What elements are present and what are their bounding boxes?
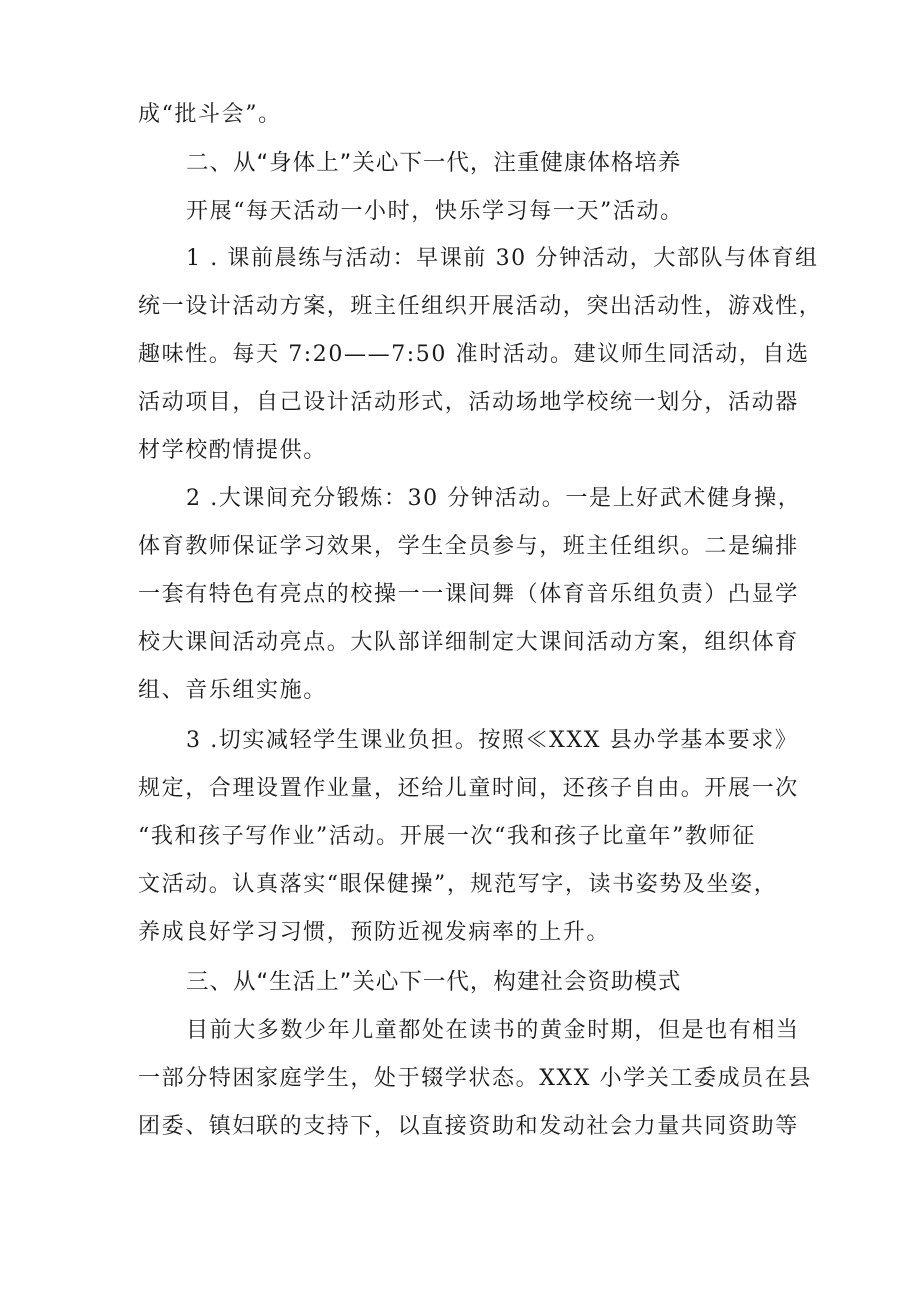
paragraph-line: 材学校酌情提供。 [138, 438, 327, 463]
paragraph-line: 规定，合理设置作业量，还给儿童时间，还孩子自由。开展一次 [138, 776, 799, 801]
paragraph-line: 组、音乐组实施。 [138, 678, 327, 703]
section-heading: 二、从“身体上”关心下一代，注重健康体格培养 [186, 150, 682, 176]
paragraph-line: 1 . 课前晨练与活动：早课前 30 分钟活动，大部队与体育组 [186, 246, 819, 271]
paragraph-line: 文活动。认真落实“眼保健操”，规范写字，读书姿势及坐姿， [138, 872, 778, 897]
paragraph-line: 一套有特色有亮点的校操一一课间舞（体育音乐组负责）凸显学 [138, 582, 799, 607]
paragraph-line: 趣味性。每天 7:20——7:50 准时活动。建议师生同活动，自选 [138, 342, 810, 367]
paragraph-line: 活动项目，自己设计活动形式，活动场地学校统一划分，活动器 [138, 390, 799, 415]
paragraph-line: 校大课间活动亮点。大队部详细制定大课间活动方案，组织体育 [138, 630, 799, 655]
paragraph-line: 3 .切实减轻学生课业负担。按照≪XXX 县办学基本要求》 [186, 728, 799, 753]
section-heading: 三、从“生活上”关心下一代，构建社会资助模式 [186, 969, 682, 995]
paragraph-line: 团委、镇妇联的支持下，以直接资助和发动社会力量共同资助等 [138, 1114, 799, 1139]
paragraph-line: 目前大多数少年儿童都处在读书的黄金时期，但是也有相当 [186, 1018, 800, 1043]
paragraph-line: 统一设计活动方案，班主任组织开展活动，突出活动性，游戏性， [138, 294, 823, 319]
paragraph-line: “我和孩子写作业”活动。开展一次“我和孩子比童年”教师征 [138, 824, 756, 849]
paragraph-line: 成“批斗会”。 [138, 102, 282, 127]
paragraph-line: 养成良好学习习惯，预防近视发病率的上升。 [138, 920, 611, 945]
paragraph-line: 体育教师保证学习效果，学生全员参与，班主任组织。二是编排 [138, 534, 799, 559]
paragraph-line: 一部分特困家庭学生，处于辍学状态。XXX 小学关工委成员在县 [138, 1066, 812, 1091]
paragraph-line: 2 .大课间充分锻炼：30 分钟活动。一是上好武术健身操， [186, 486, 802, 511]
paragraph-line: 开展“每天活动一小时，快乐学习每一天”活动。 [186, 199, 684, 224]
